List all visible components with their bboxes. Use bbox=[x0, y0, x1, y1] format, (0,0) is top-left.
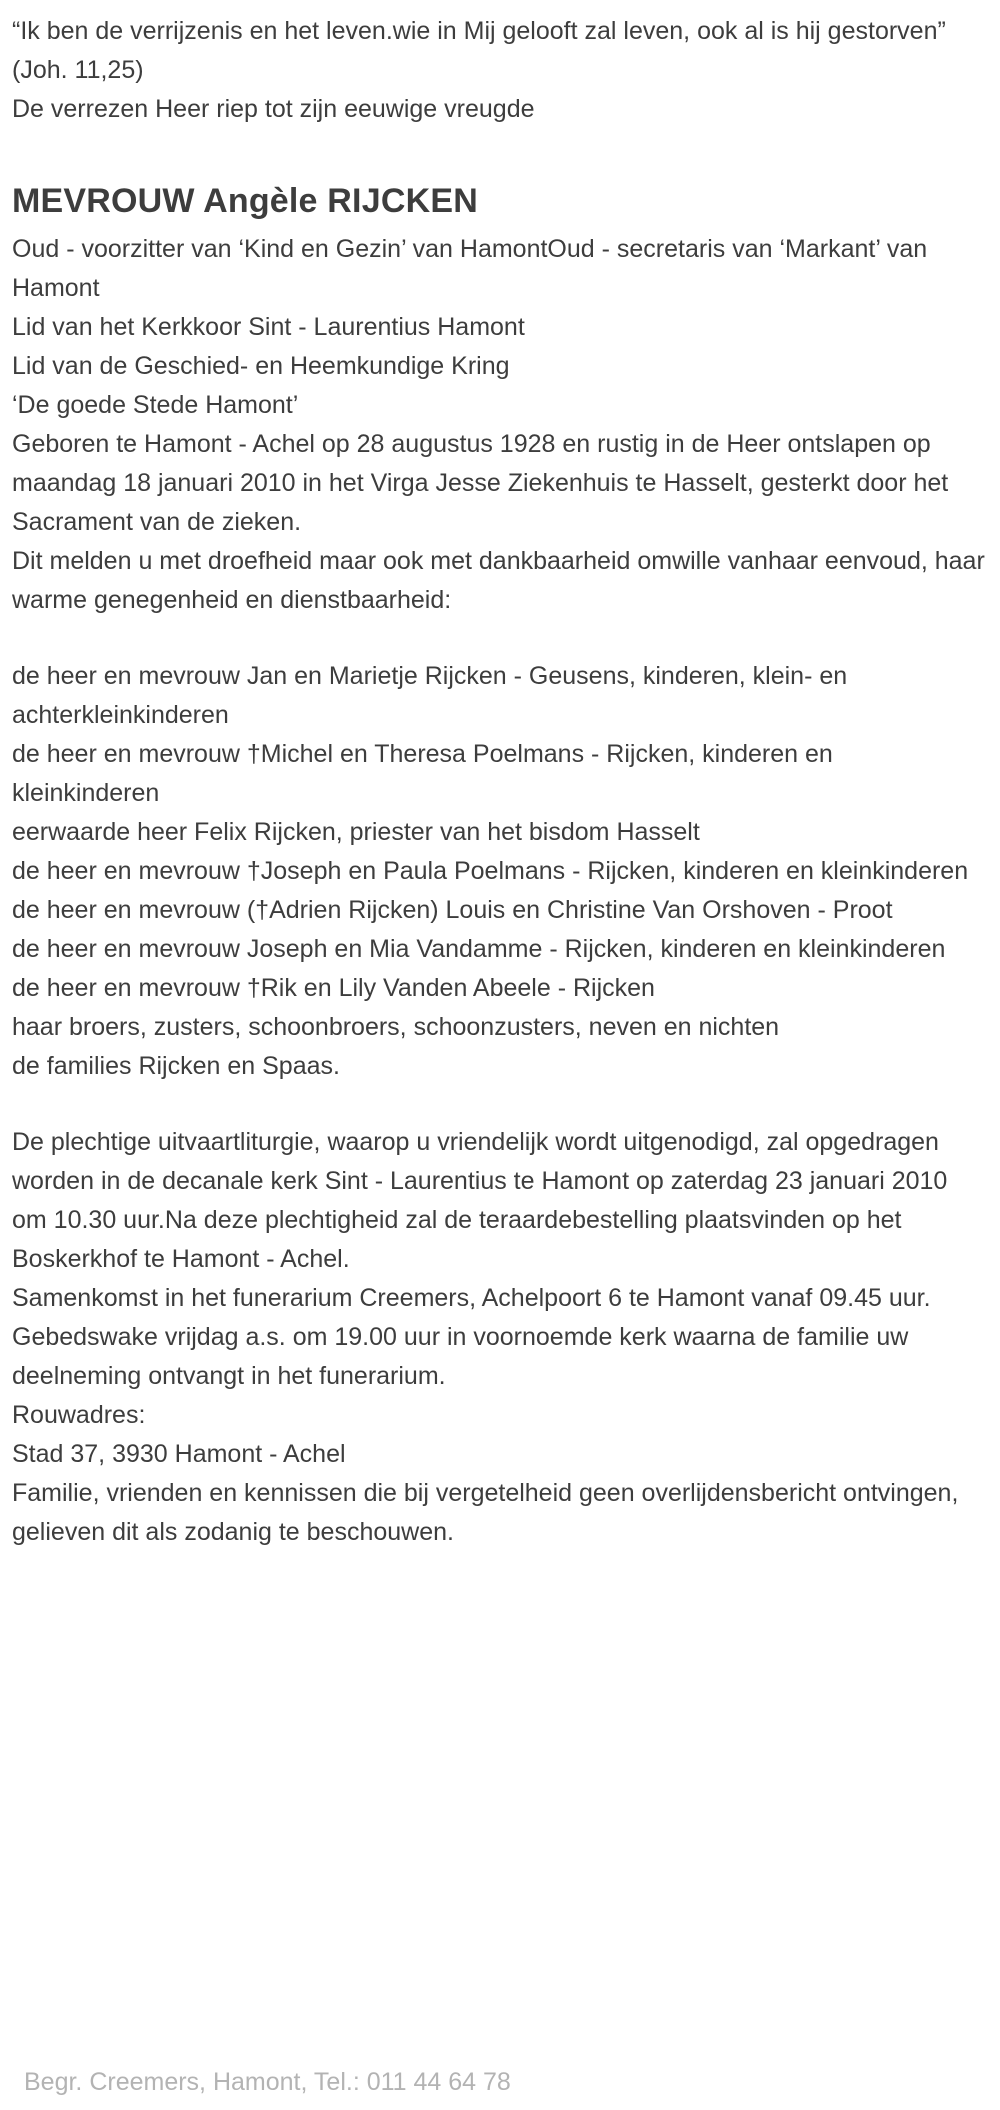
mourning-address-label: Rouwadres: bbox=[12, 1401, 146, 1429]
funeral-home-footer: Begr. Creemers, Hamont, Tel.: 011 44 64 78 bbox=[24, 2068, 511, 2096]
role-line: Oud - voorzitter van ‘Kind en Gezin’ van HamontOud - secretaris van ‘Markant’ van Hamont bbox=[12, 235, 928, 302]
intro-line: De verrezen Heer riep tot zijn eeuwige vreugde bbox=[12, 95, 535, 123]
announcement-paragraph: Dit melden u met droefheid maar ook met dankbaarheid omwille vanhaar eenvoud, haar warme genegenheid en dienstbaarheid: bbox=[12, 547, 985, 614]
role-line: ‘De goede Stede Hamont’ bbox=[12, 391, 299, 419]
relative-line: de heer en mevrouw †Michel en Theresa Poelmans - Rijcken, kinderen en kleinkinderen bbox=[12, 740, 833, 807]
obituary-document bbox=[12, 12, 986, 2110]
relative-line: de heer en mevrouw †Rik en Lily Vanden Abeele - Rijcken bbox=[12, 974, 655, 1002]
relative-line: de families Rijcken en Spaas. bbox=[12, 1052, 340, 1080]
funeral-paragraph: De plechtige uitvaartliturgie, waarop u vriendelijk wordt uitgenodigd, zal opgedragen worden in de decanale kerk Sint - Laurentius te Hamont op zaterdag 23 januari 2010 om 10.30 uur.Na deze plechtigheid zal de teraardebestelling plaatsvinden op het Boskerkhof te Hamont - Achel. bbox=[12, 1128, 948, 1273]
relative-line: haar broers, zusters, schoonbroers, schoonzusters, neven en nichten bbox=[12, 1013, 780, 1041]
relative-line: de heer en mevrouw Jan en Marietje Rijcken - Geusens, kinderen, klein- en achterkleinkinderen bbox=[12, 662, 848, 729]
scripture-section bbox=[12, 12, 986, 90]
funeral-paragraph: Samenkomst in het funerarium Creemers, Achelpoort 6 te Hamont vanaf 09.45 uur. bbox=[12, 1284, 931, 1312]
roles-section bbox=[12, 230, 986, 425]
role-line: Lid van het Kerkkoor Sint - Laurentius Hamont bbox=[12, 313, 525, 341]
role-line: Lid van de Geschied- en Heemkundige Kring bbox=[12, 352, 510, 380]
birth-death-paragraph: Geboren te Hamont - Achel op 28 augustus 1928 en rustig in de Heer ontslapen op maandag 18 januari 2010 in het Virga Jesse Ziekenhuis te Hasselt, gesterkt door het Sacrament van de zieken. bbox=[12, 430, 949, 536]
relative-line: de heer en mevrouw Joseph en Mia Vandamme - Rijcken, kinderen en kleinkinderen bbox=[12, 935, 946, 963]
funeral-details-section bbox=[12, 1123, 986, 1396]
closing-paragraph: Familie, vrienden en kennissen die bij vergetelheid geen overlijdensbericht ontvingen, gelieven dit als zodanig te beschouwen. bbox=[12, 1479, 959, 1546]
funeral-paragraph: Gebedswake vrijdag a.s. om 19.00 uur in voornoemde kerk waarna de familie uw deelneming ontvangt in het funerarium. bbox=[12, 1323, 909, 1390]
scripture-reference: (Joh. 11,25) bbox=[12, 56, 144, 84]
scripture-quote: “Ik ben de verrijzenis en het leven.wie in Mij gelooft zal leven, ook al is hij gestorven” bbox=[12, 17, 946, 45]
relative-line: eerwaarde heer Felix Rijcken, priester van het bisdom Hasselt bbox=[12, 818, 700, 846]
relative-line: de heer en mevrouw (†Adrien Rijcken) Louis en Christine Van Orshoven - Proot bbox=[12, 896, 893, 924]
relatives-section bbox=[12, 657, 986, 1086]
deceased-name: MEVROUW Angèle RIJCKEN bbox=[12, 182, 478, 220]
mourning-address: Stad 37, 3930 Hamont - Achel bbox=[12, 1440, 346, 1468]
relative-line: de heer en mevrouw †Joseph en Paula Poelmans - Rijcken, kinderen en kleinkinderen bbox=[12, 857, 969, 885]
